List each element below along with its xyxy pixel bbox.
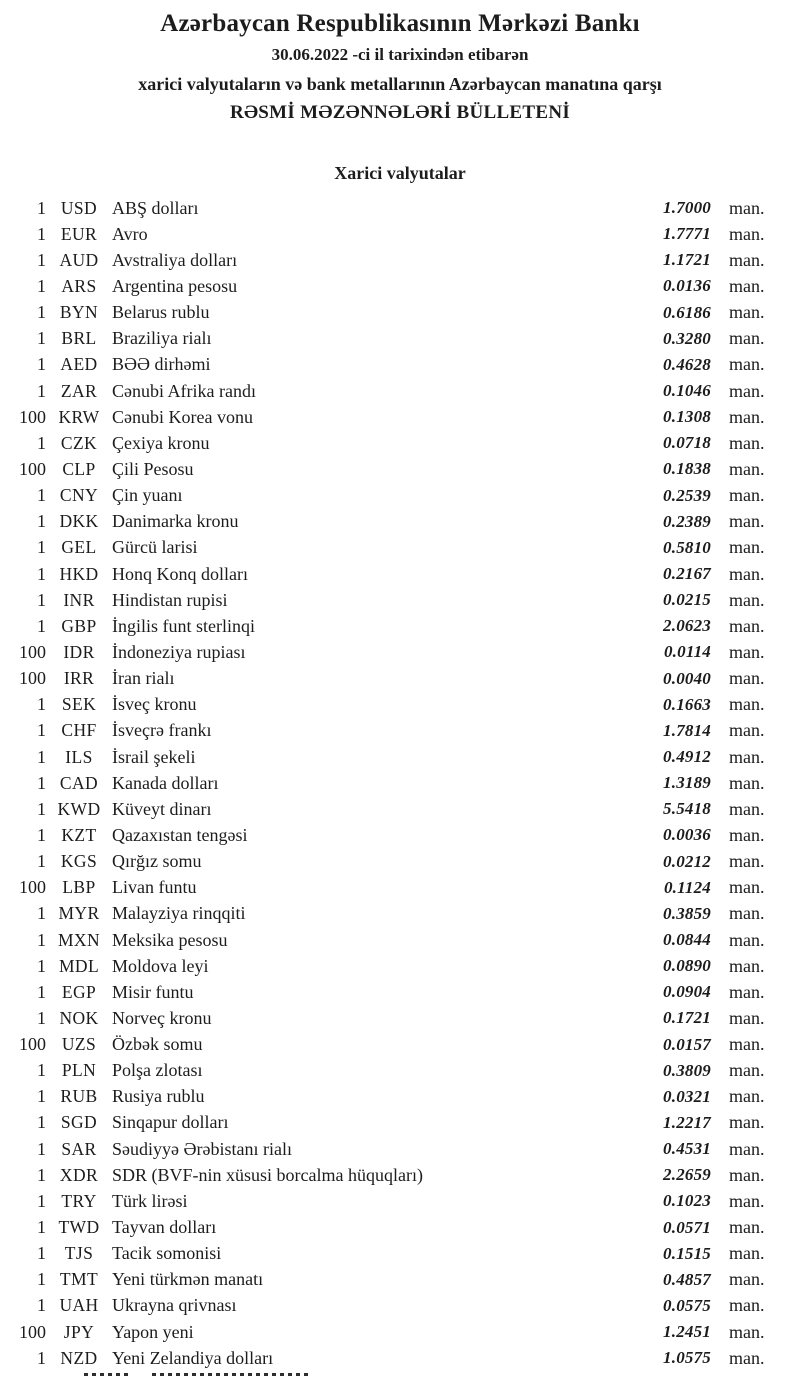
table-row <box>0 1058 800 1084</box>
currency-code: PLN <box>61 1060 97 1081</box>
table-row <box>0 875 800 901</box>
unit-quantity: 1 <box>37 511 46 532</box>
currency-name: İran rialı <box>112 668 175 689</box>
exchange-rate: 0.1124 <box>663 877 711 897</box>
rate-suffix: man. <box>729 668 765 689</box>
unit-quantity: 1 <box>37 485 46 506</box>
unit-quantity: 1 <box>37 824 46 845</box>
rate-suffix: man. <box>729 275 765 296</box>
unit-quantity: 1 <box>37 354 46 375</box>
rate-suffix: man. <box>729 328 765 349</box>
unit-quantity: 1 <box>37 1060 46 1081</box>
rate-suffix: man. <box>729 851 765 872</box>
unit-quantity: 1 <box>37 955 46 976</box>
exchange-rate: 0.0844 <box>663 930 711 949</box>
table-row <box>0 849 800 875</box>
unit-quantity: 100 <box>19 406 46 427</box>
currency-name: Avro <box>112 223 148 244</box>
exchange-rate: 5.5418 <box>663 799 711 819</box>
exchange-rate: 0.5810 <box>663 537 711 557</box>
currency-name: Belarus rublu <box>112 302 210 323</box>
currency-code: MDL <box>58 955 100 976</box>
currency-code: GEL <box>61 537 97 558</box>
currency-code: TWD <box>58 1217 100 1238</box>
currency-name: Yapon yeni <box>112 1321 194 1342</box>
table-row <box>0 1214 800 1240</box>
currency-name: Braziliya rialı <box>112 328 212 349</box>
table-row <box>0 1084 800 1110</box>
unit-quantity: 1 <box>37 1295 46 1316</box>
currency-name: Kanada dolları <box>112 772 219 793</box>
exchange-rate: 0.1046 <box>663 381 711 401</box>
currency-name: Danimarka kronu <box>112 511 239 532</box>
currency-code: RUB <box>60 1086 98 1107</box>
exchange-rate: 0.3280 <box>663 328 711 348</box>
currency-name: Küveyt dinarı <box>112 798 212 819</box>
currency-code: DKK <box>59 511 99 532</box>
rate-suffix: man. <box>729 615 765 636</box>
table-row <box>0 901 800 927</box>
currency-code: XDR <box>59 1164 99 1185</box>
unit-quantity: 1 <box>37 1190 46 1211</box>
currency-name: Çexiya kronu <box>112 432 210 453</box>
rate-suffix: man. <box>729 1243 765 1264</box>
rate-suffix: man. <box>729 1164 765 1185</box>
rate-suffix: man. <box>729 485 765 506</box>
table-row <box>0 1241 800 1267</box>
table-row <box>0 1162 800 1188</box>
currency-code: EUR <box>60 223 98 244</box>
rate-suffix: man. <box>729 981 765 1002</box>
exchange-rate: 0.0718 <box>663 433 711 453</box>
exchange-rate: 0.0575 <box>663 1295 711 1315</box>
table-row <box>0 770 800 796</box>
currency-code: KWD <box>57 798 101 819</box>
unit-quantity: 1 <box>37 589 46 610</box>
unit-quantity: 1 <box>37 1164 46 1185</box>
currency-name: İngilis funt sterlinqi <box>112 615 255 636</box>
currency-name: Qırğız somu <box>112 851 202 872</box>
currency-name: Ukrayna qrivnası <box>112 1295 237 1316</box>
unit-quantity: 1 <box>37 746 46 767</box>
exchange-rate: 0.1308 <box>663 407 711 427</box>
rate-suffix: man. <box>729 432 765 453</box>
rate-suffix: man. <box>729 354 765 375</box>
exchange-rate: 1.7771 <box>663 224 711 244</box>
currency-code: JPY <box>63 1321 95 1342</box>
currency-name: Tacik somonisi <box>112 1243 222 1264</box>
rate-suffix: man. <box>729 1007 765 1028</box>
unit-quantity: 1 <box>37 1112 46 1133</box>
table-row <box>0 221 800 247</box>
rate-suffix: man. <box>729 1321 765 1342</box>
unit-quantity: 1 <box>37 537 46 558</box>
currency-code: CLP <box>62 458 96 479</box>
currency-name: Cənubi Afrika randı <box>112 380 256 401</box>
unit-quantity: 1 <box>37 772 46 793</box>
currency-code: MYR <box>58 903 100 924</box>
exchange-rate: 1.1721 <box>663 250 711 270</box>
unit-quantity: 1 <box>37 1217 46 1238</box>
unit-quantity: 1 <box>37 1347 46 1368</box>
table-row <box>0 1136 800 1162</box>
rate-suffix: man. <box>729 537 765 558</box>
currency-name: İndoneziya rupiası <box>112 641 246 662</box>
clipped-text-fragment <box>84 1373 132 1376</box>
exchange-rate: 0.1515 <box>663 1243 711 1263</box>
currency-code: IDR <box>63 641 95 662</box>
rate-suffix: man. <box>729 380 765 401</box>
exchange-rate: 0.0904 <box>663 982 711 1002</box>
currency-code: SAR <box>61 1138 97 1159</box>
bulletin-title: RƏSMİ MƏZƏNNƏLƏRİ BÜLLETENİ <box>229 102 571 123</box>
currency-name: Yeni türkmən manatı <box>112 1269 264 1290</box>
table-row <box>0 613 800 639</box>
currency-code: KGS <box>60 851 98 872</box>
rate-suffix: man. <box>729 929 765 950</box>
currency-code: USD <box>60 197 98 218</box>
currency-name: İsveçrə frankı <box>112 720 212 741</box>
unit-quantity: 1 <box>37 249 46 270</box>
unit-quantity: 1 <box>37 302 46 323</box>
rate-suffix: man. <box>729 1190 765 1211</box>
table-row <box>0 822 800 848</box>
exchange-rate: 1.2451 <box>663 1322 711 1342</box>
currency-name: Polşa zlotası <box>112 1060 203 1081</box>
table-row <box>0 744 800 770</box>
rate-suffix: man. <box>729 302 765 323</box>
currency-name: BƏƏ dirhəmi <box>112 354 211 375</box>
currency-name: SDR (BVF-nin xüsusi borcalma hüquqları) <box>112 1164 423 1185</box>
exchange-rate: 0.6186 <box>663 302 711 322</box>
rate-suffix: man. <box>729 1060 765 1081</box>
rate-suffix: man. <box>729 511 765 532</box>
table-row <box>0 326 800 352</box>
currency-code: ZAR <box>60 380 98 401</box>
currency-name: Rusiya rublu <box>112 1086 205 1107</box>
table-row <box>0 1319 800 1345</box>
rate-suffix: man. <box>729 589 765 610</box>
currency-code: NOK <box>59 1007 99 1028</box>
rate-suffix: man. <box>729 1112 765 1133</box>
table-row <box>0 587 800 613</box>
exchange-rate: 1.0575 <box>663 1348 711 1368</box>
table-row <box>0 535 800 561</box>
currency-name: ABŞ dolları <box>112 197 199 218</box>
table-row <box>0 1293 800 1319</box>
unit-quantity: 1 <box>37 1086 46 1107</box>
currency-name: Malayziya rinqqiti <box>112 903 246 924</box>
exchange-rate: 0.0136 <box>663 276 711 296</box>
rate-suffix: man. <box>729 903 765 924</box>
exchange-rate: 0.4912 <box>663 747 711 767</box>
currency-name: Türk lirəsi <box>112 1190 188 1211</box>
unit-quantity: 1 <box>37 720 46 741</box>
currency-name: Səudiyyə Ərəbistanı rialı <box>112 1138 292 1159</box>
rate-suffix: man. <box>729 406 765 427</box>
unit-quantity: 1 <box>37 1007 46 1028</box>
currency-code: SEK <box>61 694 97 715</box>
exchange-rate: 0.4628 <box>663 354 711 374</box>
table-row <box>0 666 800 692</box>
table-row <box>0 1188 800 1214</box>
table-row <box>0 247 800 273</box>
currency-code: NZD <box>60 1347 98 1368</box>
currency-name: Norveç kronu <box>112 1007 212 1028</box>
currency-code: AUD <box>59 249 99 270</box>
unit-quantity: 1 <box>37 563 46 584</box>
currency-name: Livan funtu <box>112 877 197 898</box>
currency-code: CZK <box>60 432 98 453</box>
currency-code: INR <box>63 589 95 610</box>
rate-suffix: man. <box>729 197 765 218</box>
rate-suffix: man. <box>729 720 765 741</box>
currency-code: CAD <box>59 772 99 793</box>
table-row <box>0 404 800 430</box>
unit-quantity: 100 <box>19 877 46 898</box>
table-row <box>0 718 800 744</box>
clipped-next-row <box>0 1372 800 1377</box>
table-row <box>0 1032 800 1058</box>
unit-quantity: 1 <box>37 615 46 636</box>
currency-code: KZT <box>61 824 97 845</box>
exchange-rate: 0.0040 <box>663 668 711 688</box>
exchange-rate: 1.3189 <box>663 773 711 793</box>
rate-suffix: man. <box>729 458 765 479</box>
exchange-rate: 0.0212 <box>663 851 711 871</box>
rate-suffix: man. <box>729 641 765 662</box>
table-row <box>0 1110 800 1136</box>
rate-suffix: man. <box>729 1269 765 1290</box>
table-row <box>0 509 800 535</box>
table-row <box>0 430 800 456</box>
unit-quantity: 1 <box>37 694 46 715</box>
currency-name: Misir funtu <box>112 981 194 1002</box>
unit-quantity: 1 <box>37 1243 46 1264</box>
section-title-foreign-currencies: Xarici valyutalar <box>334 163 466 183</box>
exchange-rate: 0.0215 <box>663 590 711 610</box>
exchange-rate: 0.2539 <box>663 485 711 505</box>
rate-suffix: man. <box>729 798 765 819</box>
unit-quantity: 1 <box>37 275 46 296</box>
unit-quantity: 1 <box>37 1138 46 1159</box>
currency-name: Tayvan dolları <box>112 1217 217 1238</box>
unit-quantity: 100 <box>19 1321 46 1342</box>
currency-name: Qazaxıstan tengəsi <box>112 824 248 845</box>
currency-code: KRW <box>58 406 100 427</box>
bank-title: Azərbaycan Respublikasının Mərkəzi Bankı <box>160 10 640 37</box>
exchange-rate: 0.1663 <box>663 694 711 714</box>
rate-suffix: man. <box>729 1034 765 1055</box>
rate-suffix: man. <box>729 563 765 584</box>
exchange-rate: 0.1721 <box>663 1008 711 1028</box>
exchange-rate: 0.2167 <box>663 564 711 584</box>
currency-name: Çin yuanı <box>112 485 183 506</box>
table-row <box>0 195 800 221</box>
table-row <box>0 639 800 665</box>
exchange-rate: 0.3809 <box>663 1060 711 1080</box>
currency-code: SGD <box>60 1112 98 1133</box>
unit-quantity: 1 <box>37 432 46 453</box>
rate-suffix: man. <box>729 1295 765 1316</box>
exchange-rate: 0.0890 <box>663 956 711 976</box>
document-header <box>0 0 800 126</box>
table-row <box>0 300 800 326</box>
rate-suffix: man. <box>729 955 765 976</box>
exchange-rate: 0.0571 <box>663 1217 711 1237</box>
rate-suffix: man. <box>729 249 765 270</box>
unit-quantity: 1 <box>37 197 46 218</box>
unit-quantity: 100 <box>19 641 46 662</box>
unit-quantity: 100 <box>19 668 46 689</box>
effective-date-line: 30.06.2022 -ci il tarixindən etibarən <box>271 45 529 64</box>
unit-quantity: 100 <box>19 458 46 479</box>
currency-code: UAH <box>59 1295 99 1316</box>
currency-name: Cənubi Korea vonu <box>112 406 253 427</box>
currency-code: CHF <box>61 720 97 741</box>
table-row <box>0 927 800 953</box>
table-row <box>0 1267 800 1293</box>
unit-quantity: 1 <box>37 1269 46 1290</box>
table-row <box>0 378 800 404</box>
rate-suffix: man. <box>729 1086 765 1107</box>
currency-name: Yeni Zelandiya dolları <box>112 1347 274 1368</box>
table-row <box>0 483 800 509</box>
rate-suffix: man. <box>729 1138 765 1159</box>
exchange-rate: 1.7814 <box>663 720 711 740</box>
table-row <box>0 692 800 718</box>
currency-code: MXN <box>57 929 101 950</box>
exchange-rate: 1.7000 <box>663 198 711 218</box>
currency-name: Çili Pesosu <box>112 458 194 479</box>
currency-name: Gürcü larisi <box>112 537 198 558</box>
unit-quantity: 1 <box>37 929 46 950</box>
rate-suffix: man. <box>729 223 765 244</box>
exchange-rate: 0.0157 <box>663 1034 711 1054</box>
currency-code: ARS <box>61 275 97 296</box>
table-row <box>0 273 800 299</box>
unit-quantity: 100 <box>19 1034 46 1055</box>
currency-code: GBP <box>61 615 97 636</box>
rate-suffix: man. <box>729 824 765 845</box>
unit-quantity: 1 <box>37 223 46 244</box>
exchange-rate: 0.4857 <box>663 1269 711 1289</box>
currency-code: UZS <box>61 1034 97 1055</box>
exchange-rate: 0.1838 <box>663 459 711 479</box>
exchange-rate: 2.0623 <box>663 616 711 636</box>
rate-suffix: man. <box>729 1347 765 1368</box>
table-row <box>0 1005 800 1031</box>
currency-name: Özbək somu <box>112 1034 203 1055</box>
rate-suffix: man. <box>729 746 765 767</box>
currency-name: İsveç kronu <box>112 694 197 715</box>
currency-name: İsrail şekeli <box>112 746 196 767</box>
rates-table <box>0 195 800 1371</box>
exchange-rate: 1.2217 <box>663 1112 711 1132</box>
rate-suffix: man. <box>729 877 765 898</box>
currency-name: Meksika pesosu <box>112 929 228 950</box>
currency-code: LBP <box>62 877 96 898</box>
table-row <box>0 561 800 587</box>
clipped-text-fragment <box>152 1373 312 1376</box>
table-row <box>0 1345 800 1371</box>
table-row <box>0 979 800 1005</box>
unit-quantity: 1 <box>37 851 46 872</box>
currency-code: TRY <box>61 1190 97 1211</box>
rate-suffix: man. <box>729 772 765 793</box>
currency-code: BRL <box>61 328 97 349</box>
currency-code: IRR <box>63 668 95 689</box>
currency-code: EGP <box>61 981 97 1002</box>
rate-suffix: man. <box>729 694 765 715</box>
currency-code: TMT <box>59 1269 99 1290</box>
currency-name: Hindistan rupisi <box>112 589 228 610</box>
unit-quantity: 1 <box>37 981 46 1002</box>
unit-quantity: 1 <box>37 328 46 349</box>
currency-code: BYN <box>59 302 99 323</box>
currency-name: Sinqapur dolları <box>112 1112 229 1133</box>
unit-quantity: 1 <box>37 380 46 401</box>
currency-code: TJS <box>64 1243 94 1264</box>
table-row <box>0 953 800 979</box>
currency-code: HKD <box>59 563 99 584</box>
table-row <box>0 352 800 378</box>
subtitle-line: xarici valyutaların və bank metallarının Azərbaycan manatına qarşı <box>138 74 662 94</box>
exchange-rate: 2.2659 <box>663 1165 711 1185</box>
rate-suffix: man. <box>729 1217 765 1238</box>
currency-code: ILS <box>65 746 93 767</box>
currency-code: AED <box>60 354 98 375</box>
exchange-rate: 0.2389 <box>663 511 711 531</box>
exchange-rate: 0.4531 <box>663 1139 711 1159</box>
table-row <box>0 456 800 482</box>
exchange-rate: 0.0321 <box>663 1086 711 1106</box>
exchange-rate: 0.1023 <box>663 1191 711 1211</box>
exchange-rate: 0.3859 <box>663 903 711 923</box>
currency-name: Avstraliya dolları <box>112 249 238 270</box>
exchange-rate: 0.0114 <box>663 642 711 662</box>
unit-quantity: 1 <box>37 903 46 924</box>
currency-name: Moldova leyi <box>112 955 209 976</box>
unit-quantity: 1 <box>37 798 46 819</box>
currency-name: Argentina pesosu <box>112 275 238 296</box>
exchange-rate: 0.0036 <box>663 825 711 845</box>
table-row <box>0 796 800 822</box>
currency-name: Honq Konq dolları <box>112 563 248 584</box>
currency-code: CNY <box>59 485 99 506</box>
